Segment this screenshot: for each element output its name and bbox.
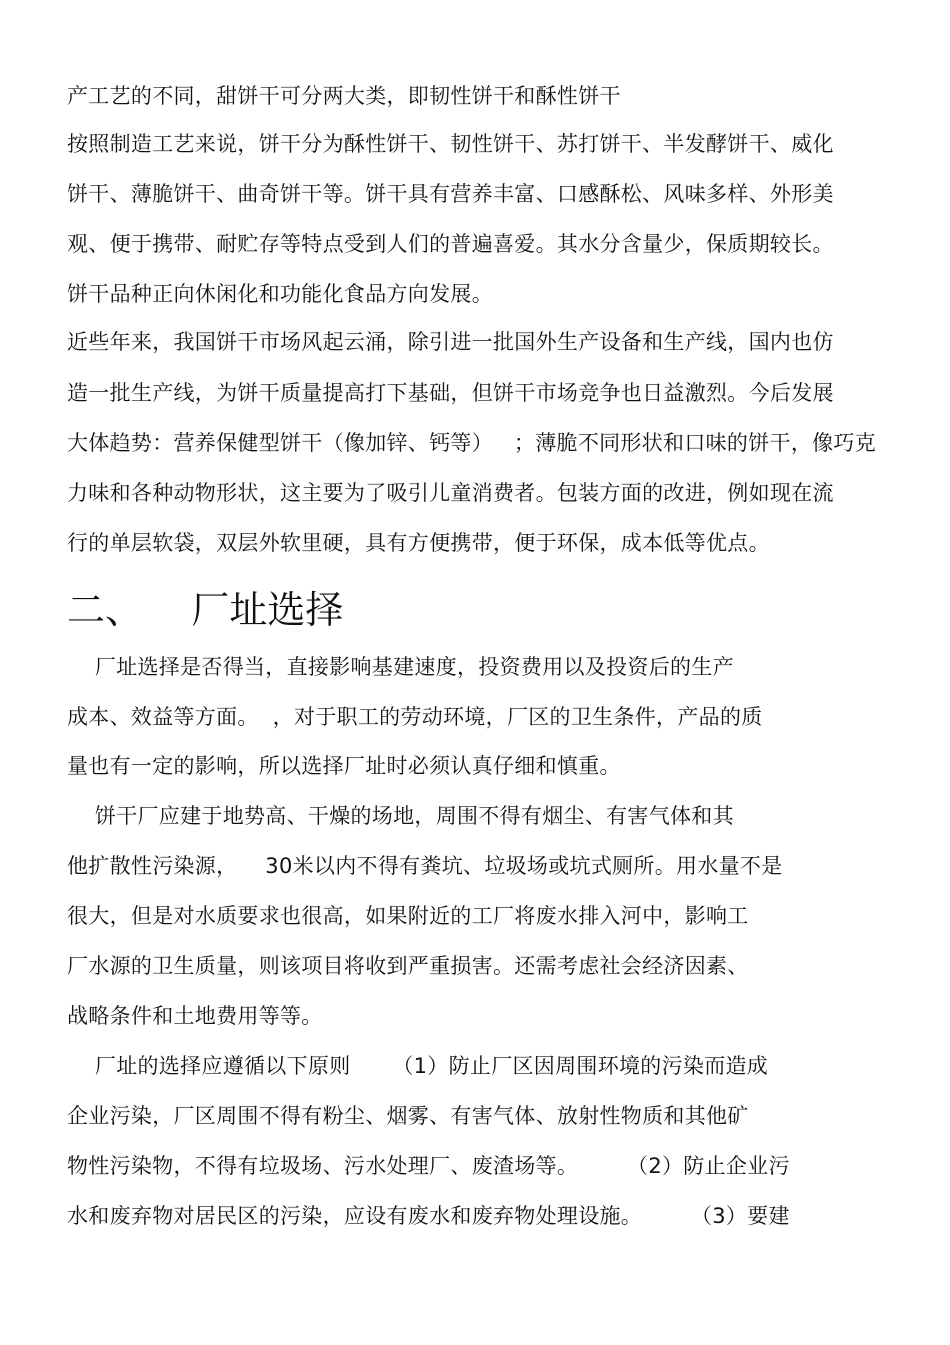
- paragraph-line: 饼干品种正向休闲化和功能化食品方向发展。: [67, 282, 493, 306]
- paragraph-line: 厂址选择是否得当，直接影响基建速度，投资费用以及投资后的生产: [67, 655, 734, 679]
- paragraph-line: 战略条件和土地费用等等。: [67, 1004, 323, 1028]
- paragraph-line: 水和废弃物对居民区的污染，应设有废水和废弃物处理设施。 （3）要建: [67, 1204, 790, 1228]
- paragraph-line: 产工艺的不同，甜饼干可分两大类，即韧性饼干和酥性饼干: [67, 84, 621, 108]
- paragraph-line: 很大，但是对水质要求也很高，如果附近的工厂将废水排入河中，影响工: [67, 904, 749, 928]
- paragraph-line: 成本、效益等方面。 ，对于职工的劳动环境，厂区的卫生条件，产品的质: [67, 705, 763, 729]
- paragraph-line: 厂水源的卫生质量，则该项目将收到严重损害。还需考虑社会经济因素、: [67, 954, 749, 978]
- paragraph-line: 力味和各种动物形状，这主要为了吸引儿童消费者。包装方面的改进，例如现在流: [67, 481, 834, 505]
- paragraph-line: 观、便于携带、耐贮存等特点受到人们的普遍喜爱。其水分含量少，保质期较长。: [67, 232, 834, 256]
- section-heading: 二、 厂址选择: [67, 588, 344, 632]
- paragraph-line: 按照制造工艺来说，饼干分为酥性饼干、韧性饼干、苏打饼干、半发酵饼干、威化: [67, 132, 834, 156]
- paragraph-line: 饼干厂应建于地势高、干燥的场地，周围不得有烟尘、有害气体和其: [67, 804, 734, 828]
- paragraph-line: 量也有一定的影响，所以选择厂址时必须认真仔细和慎重。: [67, 754, 621, 778]
- paragraph-line: 饼干、薄脆饼干、曲奇饼干等。饼干具有营养丰富、口感酥松、风味多样、外形美: [67, 182, 834, 206]
- paragraph-line: 行的单层软袋，双层外软里硬，具有方便携带，便于环保，成本低等优点。: [67, 531, 770, 555]
- paragraph-line: 物性污染物，不得有垃圾场、污水处理厂、废渣场等。 （2）防止企业污: [67, 1154, 790, 1178]
- paragraph-line: 造一批生产线，为饼干质量提高打下基础，但饼干市场竞争也日益激烈。今后发展: [67, 381, 834, 405]
- paragraph-line: 企业污染，厂区周围不得有粉尘、烟雾、有害气体、放射性物质和其他矿: [67, 1104, 749, 1128]
- paragraph-line: 厂址的选择应遵循以下原则 （1）防止厂区因周围环境的污染而造成: [67, 1054, 769, 1078]
- paragraph-line: 他扩散性污染源， 30米以内不得有粪坑、垃圾场或坑式厕所。用水量不是: [67, 854, 783, 878]
- paragraph-line: 大体趋势：营养保健型饼干（像加锌、钙等） ；薄脆不同形状和口味的饼干，像巧克: [67, 431, 877, 455]
- paragraph-line: 近些年来，我国饼干市场风起云涌，除引进一批国外生产设备和生产线，国内也仿: [67, 330, 834, 354]
